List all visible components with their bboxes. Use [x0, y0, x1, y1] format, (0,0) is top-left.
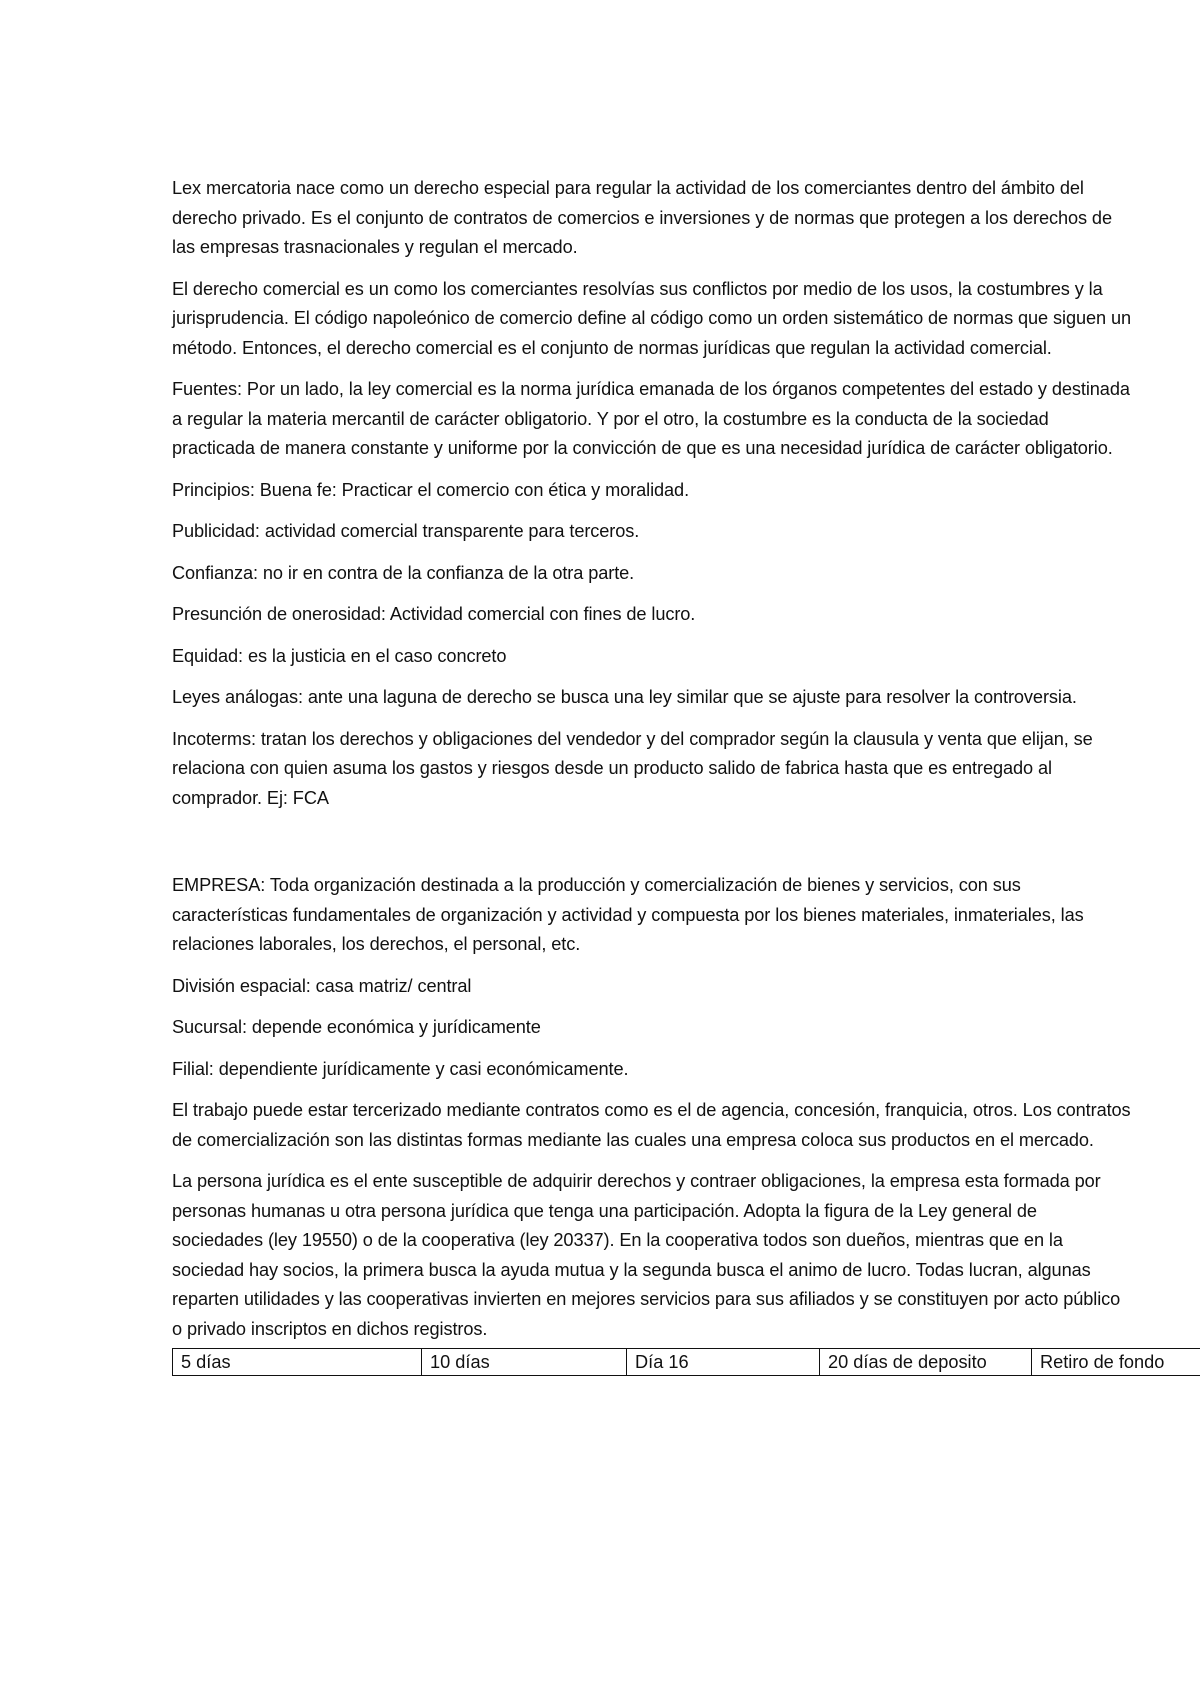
timeline-table [172, 1348, 1200, 1376]
paragraph-onerosidad: Presunción de onerosidad: Actividad comercial con fines de lucro. [172, 604, 696, 624]
document-body [172, 174, 1165, 1376]
table-row [173, 1349, 1200, 1376]
table-cell: 5 días [173, 1349, 422, 1376]
paragraph-division-espacial: División espacial: casa matriz/ central [172, 975, 472, 996]
table-cell: 20 días de deposito [820, 1349, 1032, 1376]
paragraph-incoterms: Incoterms: tratan los derechos y obligaciones del vendedor y del comprador según la clausula y venta que elijan, se relaciona con quien asuma los gastos y riesgos desde un producto salido de fabrica hasta que es entregado al comprador. Ej: FCA [172, 728, 1093, 808]
paragraph-empresa: EMPRESA: Toda organización destinada a la producción y comercialización de bienes y servicios, con sus características fundamentales de organización y actividad y compuesta por los bienes materiales, inmateriales, las relaciones laborales, los derechos, el personal, etc. [172, 875, 1084, 954]
paragraph-derecho-comercial: El derecho comercial es un como los comerciantes resolvías sus conflictos por medio de los usos, la costumbres y la jurisprudencia. El código napoleónico de comercio define al código como un orden sistemático de normas que siguen un método. Entonces, el derecho comercial es el conjunto de normas jurídicas que regulan la actividad comercial. [172, 278, 1131, 358]
paragraph-publicidad: Publicidad: actividad comercial transparente para terceros. [172, 521, 640, 541]
paragraph-filial: Filial: dependiente jurídicamente y casi económicamente. [172, 1058, 629, 1079]
paragraph-equidad: Equidad: es la justicia en el caso concreto [172, 645, 507, 666]
table-cell: Día 16 [627, 1349, 820, 1376]
paragraph-sucursal: Sucursal: depende económica y jurídicamente [172, 1017, 541, 1037]
paragraph-leyes-analogas: Leyes análogas: ante una laguna de derecho se busca una ley similar que se ajuste para resolver la controversia. [172, 687, 1077, 707]
section-gap [172, 825, 1132, 871]
table-cell: Retiro de fondo [1032, 1349, 1200, 1376]
paragraph-persona-juridica: La persona jurídica es el ente susceptible de adquirir derechos y contraer obligaciones, la empresa esta formada por personas humanas u otra persona jurídica que tenga una participación. Adopta la figura de la Ley general de sociedades (ley 19550) o de la cooperativa (ley 20337). En la cooperativa todos son dueños, mientras que en la sociedad hay socios, la primera busca la ayuda mutua y la segunda busca el animo de lucro. Todas lucran, algunas reparten utilidades y las cooperativas invierten en mejores servicios para sus afiliados y se constituyen por acto público o privado inscriptos en dichos registros. [172, 1171, 1121, 1339]
paragraph-principios: Principios: Buena fe: Practicar el comercio con ética y moralidad. [172, 479, 690, 500]
paragraph-lex-mercatoria: Lex mercatoria nace como un derecho especial para regular la actividad de los comerciantes dentro del ámbito del derecho privado. Es el conjunto de contratos de comercios e inversiones y de normas que protegen a los derechos de las empresas trasnacionales y regulan el mercado. [172, 178, 1112, 257]
paragraph-tercerizado: El trabajo puede estar tercerizado mediante contratos como es el de agencia, concesión, franquicia, otros. Los contratos de comercialización son las distintas formas mediante las cuales una empresa coloca sus productos en el mercado. [172, 1100, 1131, 1150]
table-cell: 10 días [422, 1349, 627, 1376]
paragraph-fuentes: Fuentes: Por un lado, la ley comercial es la norma jurídica emanada de los órganos competentes del estado y destinada a regular la materia mercantil de carácter obligatorio. Y por el otro, la costumbre es la conducta de la sociedad practicada de manera constante y uniforme por la convicción de que es una necesidad jurídica de carácter obligatorio. [172, 379, 1130, 458]
paragraph-confianza: Confianza: no ir en contra de la confianza de la otra parte. [172, 562, 635, 583]
